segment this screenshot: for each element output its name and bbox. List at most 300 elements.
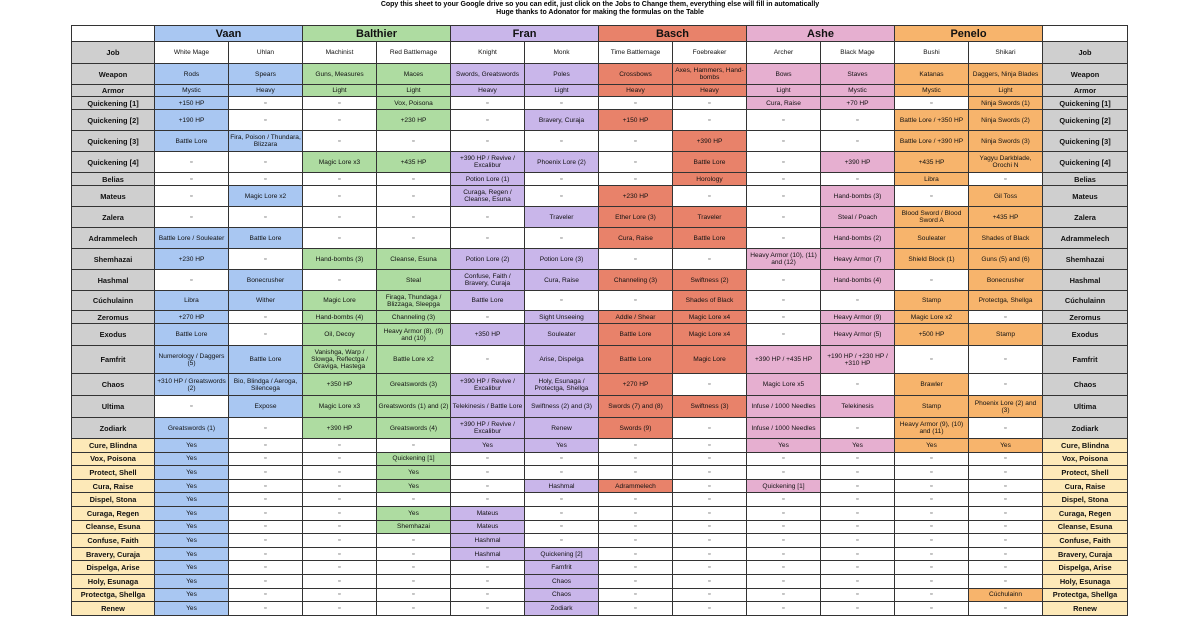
license-cell: ▫ [599, 131, 673, 152]
license-cell: ▫ [969, 374, 1043, 396]
license-cell: ▫ [303, 173, 377, 186]
spell-cell: Yes [155, 493, 229, 507]
job-selector[interactable]: Time Battlemage [599, 42, 673, 64]
spell-row [72, 547, 1128, 561]
row-label: Quickening [1] [72, 97, 155, 110]
spell-cell: ▫ [377, 588, 451, 602]
spell-cell: ▫ [821, 574, 895, 588]
spell-cell: ▫ [303, 547, 377, 561]
spell-cell: ▫ [969, 452, 1043, 466]
license-cell: ▫ [377, 228, 451, 249]
license-cell: ▫ [673, 186, 747, 207]
spell-cell: ▫ [303, 534, 377, 548]
license-cell: Poles [525, 64, 599, 85]
spell-cell: ▫ [969, 534, 1043, 548]
license-cell: ▫ [747, 270, 821, 291]
license-cell: Swiftness (2) and (3) [525, 396, 599, 418]
spell-cell: ▫ [673, 561, 747, 575]
spell-label: Protect, Shell [72, 466, 155, 480]
license-cell: Bravery, Curaja [525, 110, 599, 131]
job-selector[interactable]: Foebreaker [673, 42, 747, 64]
spell-cell: ▫ [229, 547, 303, 561]
spell-label: Dispelga, Arise [72, 561, 155, 575]
license-cell: Souleater [525, 324, 599, 346]
spell-row [72, 506, 1128, 520]
spell-cell: ▫ [599, 439, 673, 453]
license-cell: Holy, Esunaga / Protectga, Shellga [525, 374, 599, 396]
license-cell: Phoenix Lore (2) and (3) [969, 396, 1043, 418]
spell-cell: Yes [155, 506, 229, 520]
spell-label-right: Confuse, Faith [1043, 534, 1128, 548]
spell-cell: Quickening [2] [525, 547, 599, 561]
license-cell: ▫ [747, 324, 821, 346]
row-label: Ultima [72, 396, 155, 418]
license-cell: Potion Lore (1) [451, 173, 525, 186]
license-cell: ▫ [747, 228, 821, 249]
job-selector[interactable]: Uhlan [229, 42, 303, 64]
row-label: Zalera [72, 207, 155, 228]
spell-cell: ▫ [747, 452, 821, 466]
job-selector[interactable]: Knight [451, 42, 525, 64]
license-cell: Stamp [895, 291, 969, 311]
spell-cell: Cúchulainn [969, 588, 1043, 602]
job-selector[interactable]: White Mage [155, 42, 229, 64]
spell-cell: ▫ [673, 466, 747, 480]
spell-cell: Yes [895, 439, 969, 453]
spell-cell: Mateus [451, 506, 525, 520]
license-cell: ▫ [303, 228, 377, 249]
spell-cell: ▫ [599, 466, 673, 480]
license-cell: ▫ [155, 207, 229, 228]
spell-cell: Mateus [451, 520, 525, 534]
spell-cell: ▫ [895, 520, 969, 534]
license-cell: ▫ [451, 97, 525, 110]
instruction-line-1: Copy this sheet to your Google drive so you can edit, just click on the Jobs to Change them, everything else will fill in automatically [380, 1, 820, 8]
job-selector[interactable]: Archer [747, 42, 821, 64]
spell-cell: ▫ [969, 466, 1043, 480]
spell-cell: Yes [377, 506, 451, 520]
license-cell: Magic Lore x4 [673, 324, 747, 346]
spell-cell: Adrammelech [599, 479, 673, 493]
license-cell: ▫ [377, 131, 451, 152]
license-cell: Gil Toss [969, 186, 1043, 207]
license-cell: Telekinesis [821, 396, 895, 418]
spell-cell: ▫ [303, 466, 377, 480]
spell-label: Protectga, Shellga [72, 588, 155, 602]
license-cell: ▫ [747, 186, 821, 207]
spell-cell: ▫ [747, 466, 821, 480]
license-cell: ▫ [821, 110, 895, 131]
job-selector[interactable]: Shikari [969, 42, 1043, 64]
license-cell: Magic Lore x2 [895, 311, 969, 324]
spell-label: Vox, Poisona [72, 452, 155, 466]
spell-cell: ▫ [673, 520, 747, 534]
license-cell: Cura, Raise [525, 270, 599, 291]
license-cell: +270 HP [155, 311, 229, 324]
job-row [72, 42, 1128, 64]
spell-cell: ▫ [673, 602, 747, 616]
job-selector[interactable]: Machinist [303, 42, 377, 64]
license-cell: Magic Lore x5 [747, 374, 821, 396]
spell-cell: ▫ [747, 602, 821, 616]
spell-cell: Chaos [525, 588, 599, 602]
license-cell: Heavy Armor (9) [821, 311, 895, 324]
license-row [72, 291, 1128, 311]
license-cell: Battle Lore [155, 131, 229, 152]
spell-label-right: Dispelga, Arise [1043, 561, 1128, 575]
license-cell: Battle Lore / +350 HP [895, 110, 969, 131]
license-cell: ▫ [673, 374, 747, 396]
spell-cell: ▫ [969, 602, 1043, 616]
row-label: Cúchulainn [72, 291, 155, 311]
spell-label: Bravery, Curaja [72, 547, 155, 561]
license-cell: Light [377, 85, 451, 97]
license-cell: Infuse / 1000 Needles [747, 396, 821, 418]
spell-cell: Hashmal [451, 547, 525, 561]
spell-cell: ▫ [599, 574, 673, 588]
spell-cell: ▫ [451, 452, 525, 466]
license-row [72, 85, 1128, 97]
license-cell: Brawler [895, 374, 969, 396]
spell-row [72, 520, 1128, 534]
spell-cell: Yes [155, 520, 229, 534]
license-cell: Heavy Armor (8), (9) and (10) [377, 324, 451, 346]
license-row [72, 374, 1128, 396]
license-cell: +230 HP [377, 110, 451, 131]
spell-cell: ▫ [969, 493, 1043, 507]
license-cell: ▫ [229, 97, 303, 110]
license-row [72, 173, 1128, 186]
license-cell: ▫ [377, 207, 451, 228]
license-cell: Renew [525, 418, 599, 439]
row-label: Mateus [72, 186, 155, 207]
license-row [72, 131, 1128, 152]
spell-cell: ▫ [229, 588, 303, 602]
license-cell: Maces [377, 64, 451, 85]
license-cell: Bonecrusher [229, 270, 303, 291]
spell-cell: ▫ [747, 534, 821, 548]
spell-label: Confuse, Faith [72, 534, 155, 548]
license-cell: ▫ [155, 173, 229, 186]
license-cell: ▫ [969, 311, 1043, 324]
license-board-table [71, 25, 1128, 616]
license-cell: ▫ [747, 173, 821, 186]
row-label-right: Zeromus [1043, 311, 1128, 324]
license-cell: Hand-bombs (3) [821, 186, 895, 207]
spell-cell: ▫ [377, 439, 451, 453]
spell-cell: ▫ [229, 452, 303, 466]
spell-cell: Yes [155, 588, 229, 602]
spell-cell: ▫ [673, 588, 747, 602]
spell-cell: ▫ [303, 520, 377, 534]
row-label: Quickening [2] [72, 110, 155, 131]
license-cell: ▫ [451, 346, 525, 374]
spell-cell: ▫ [599, 547, 673, 561]
license-cell: ▫ [229, 173, 303, 186]
license-cell: Battle Lore [229, 346, 303, 374]
license-cell: Horology [673, 173, 747, 186]
license-row [72, 418, 1128, 439]
license-cell: Traveler [525, 207, 599, 228]
license-cell: Battle Lore x2 [377, 346, 451, 374]
spell-cell: ▫ [821, 506, 895, 520]
spell-row [72, 561, 1128, 575]
row-label-right: Zalera [1043, 207, 1128, 228]
license-cell: Battle Lore [451, 291, 525, 311]
license-cell: +390 HP / Revive / Excalibur [451, 152, 525, 173]
license-cell: ▫ [599, 173, 673, 186]
spell-cell: ▫ [303, 506, 377, 520]
row-label-right: Adrammelech [1043, 228, 1128, 249]
row-label: Shemhazai [72, 249, 155, 270]
license-cell: Arise, Dispelga [525, 346, 599, 374]
license-cell: Steal / Poach [821, 207, 895, 228]
table-body [72, 26, 1128, 616]
license-cell: ▫ [821, 291, 895, 311]
license-cell: ▫ [451, 207, 525, 228]
license-row [72, 396, 1128, 418]
spell-label: Curaga, Regen [72, 506, 155, 520]
license-cell: ▫ [525, 291, 599, 311]
spell-cell: ▫ [525, 506, 599, 520]
character-name-penelo: Penelo [895, 26, 1043, 42]
spell-cell: ▫ [895, 547, 969, 561]
row-label-right: Ultima [1043, 396, 1128, 418]
license-cell: Light [747, 85, 821, 97]
row-label-right: Exodus [1043, 324, 1128, 346]
license-cell: Sight Unseeing [525, 311, 599, 324]
spell-cell: ▫ [377, 493, 451, 507]
license-cell: ▫ [451, 228, 525, 249]
row-label: Armor [72, 85, 155, 97]
license-cell: Swords, Greatswords [451, 64, 525, 85]
row-label: Quickening [3] [72, 131, 155, 152]
row-label-right: Chaos [1043, 374, 1128, 396]
spell-label-right: Cure, Blindna [1043, 439, 1128, 453]
license-cell: Rods [155, 64, 229, 85]
spell-row [72, 452, 1128, 466]
row-label: Exodus [72, 324, 155, 346]
license-cell: ▫ [821, 131, 895, 152]
license-cell: Light [525, 85, 599, 97]
job-selector[interactable]: Monk [525, 42, 599, 64]
license-cell: ▫ [229, 311, 303, 324]
license-cell: ▫ [747, 131, 821, 152]
spell-cell: ▫ [377, 561, 451, 575]
license-cell: Magic Lore x3 [303, 396, 377, 418]
license-cell: +70 HP [821, 97, 895, 110]
spell-cell: ▫ [451, 466, 525, 480]
license-cell: Wither [229, 291, 303, 311]
row-label-job-right: Job [1043, 42, 1128, 64]
license-cell: Oil, Decoy [303, 324, 377, 346]
character-header-row [72, 26, 1128, 42]
spell-label-right: Vox, Poisona [1043, 452, 1128, 466]
row-label-right: Quickening [4] [1043, 152, 1128, 173]
license-cell: ▫ [525, 97, 599, 110]
license-cell: ▫ [747, 110, 821, 131]
spell-cell: ▫ [747, 506, 821, 520]
license-cell: ▫ [673, 249, 747, 270]
spell-cell: ▫ [895, 602, 969, 616]
spell-cell: ▫ [969, 506, 1043, 520]
license-cell: ▫ [969, 173, 1043, 186]
spell-label-right: Cura, Raise [1043, 479, 1128, 493]
license-cell: Confuse, Faith / Bravery, Curaja [451, 270, 525, 291]
license-cell: +350 HP [303, 374, 377, 396]
license-cell: Cura, Raise [747, 97, 821, 110]
license-cell: Hand-bombs (3) [303, 249, 377, 270]
spell-cell: ▫ [895, 493, 969, 507]
spell-cell: ▫ [451, 588, 525, 602]
spell-cell: ▫ [895, 534, 969, 548]
spell-cell: ▫ [303, 561, 377, 575]
license-cell: ▫ [377, 186, 451, 207]
spell-cell: ▫ [303, 479, 377, 493]
row-label: Quickening [4] [72, 152, 155, 173]
job-selector[interactable]: Black Mage [821, 42, 895, 64]
license-cell: ▫ [599, 249, 673, 270]
spell-cell: ▫ [969, 561, 1043, 575]
spell-cell: ▫ [229, 602, 303, 616]
spell-cell: ▫ [229, 561, 303, 575]
job-selector[interactable]: Red Battlemage [377, 42, 451, 64]
license-cell: Battle Lore [155, 324, 229, 346]
license-cell: ▫ [229, 418, 303, 439]
spell-row [72, 574, 1128, 588]
license-cell: ▫ [673, 110, 747, 131]
row-label: Famfrit [72, 346, 155, 374]
license-cell: Telekinesis / Battle Lore [451, 396, 525, 418]
spell-cell: ▫ [673, 479, 747, 493]
spell-cell: Yes [155, 534, 229, 548]
license-cell: Battle Lore [673, 228, 747, 249]
spell-cell: ▫ [821, 561, 895, 575]
license-cell: ▫ [303, 186, 377, 207]
license-cell: ▫ [155, 396, 229, 418]
spell-label-right: Bravery, Curaja [1043, 547, 1128, 561]
license-cell: ▫ [303, 131, 377, 152]
spell-cell: Famfrit [525, 561, 599, 575]
license-cell: +190 HP / +230 HP / +310 HP [821, 346, 895, 374]
license-cell: ▫ [155, 270, 229, 291]
license-cell: Magic Lore [673, 346, 747, 374]
spell-cell: ▫ [895, 588, 969, 602]
spell-cell: Chaos [525, 574, 599, 588]
row-label: Hashmal [72, 270, 155, 291]
spell-cell: ▫ [525, 534, 599, 548]
spell-cell: ▫ [821, 547, 895, 561]
spell-cell: ▫ [303, 452, 377, 466]
license-cell: ▫ [451, 110, 525, 131]
license-cell: ▫ [969, 346, 1043, 374]
license-cell: Battle Lore [599, 346, 673, 374]
license-cell: Bio, Blindga / Aeroga, Silencega [229, 374, 303, 396]
row-label-right: Shemhazai [1043, 249, 1128, 270]
license-cell: Heavy Armor (7) [821, 249, 895, 270]
spell-label-right: Dispel, Stona [1043, 493, 1128, 507]
spell-cell: Zodiark [525, 602, 599, 616]
license-cell: ▫ [895, 97, 969, 110]
license-cell: Magic Lore [303, 291, 377, 311]
spell-cell: ▫ [525, 466, 599, 480]
spell-label-right: Curaga, Regen [1043, 506, 1128, 520]
spell-row [72, 466, 1128, 480]
spell-cell: ▫ [747, 574, 821, 588]
spell-cell: ▫ [229, 574, 303, 588]
spell-cell: Yes [155, 547, 229, 561]
license-cell: Daggers, Ninja Blades [969, 64, 1043, 85]
license-cell: ▫ [229, 152, 303, 173]
license-cell: +390 HP / Revive / Excalibur [451, 418, 525, 439]
license-cell: Battle Lore / +390 HP [895, 131, 969, 152]
job-selector[interactable]: Bushi [895, 42, 969, 64]
license-cell: ▫ [747, 207, 821, 228]
license-cell: ▫ [525, 186, 599, 207]
row-label-right: Quickening [1] [1043, 97, 1128, 110]
license-cell: Crossbows [599, 64, 673, 85]
spell-cell: ▫ [229, 479, 303, 493]
spell-cell: Yes [821, 439, 895, 453]
license-cell: Light [969, 85, 1043, 97]
spell-label-right: Holy, Esunaga [1043, 574, 1128, 588]
spell-cell: ▫ [525, 520, 599, 534]
license-cell: ▫ [895, 186, 969, 207]
license-cell: Battle Lore [229, 228, 303, 249]
license-cell: Traveler [673, 207, 747, 228]
license-cell: Mystic [895, 85, 969, 97]
spell-cell: ▫ [821, 602, 895, 616]
spell-cell: ▫ [895, 561, 969, 575]
license-cell: +390 HP [303, 418, 377, 439]
corner-cell [72, 26, 155, 42]
license-cell: +435 HP [969, 207, 1043, 228]
row-label-job: Job [72, 42, 155, 64]
license-cell: ▫ [303, 110, 377, 131]
spell-cell: ▫ [229, 534, 303, 548]
license-cell: Greatswords (4) [377, 418, 451, 439]
spell-cell: Yes [155, 479, 229, 493]
license-cell: Battle Lore [599, 324, 673, 346]
license-cell: Bonecrusher [969, 270, 1043, 291]
spell-cell: ▫ [895, 574, 969, 588]
license-cell: +150 HP [599, 110, 673, 131]
license-cell: ▫ [599, 152, 673, 173]
license-cell: Swords (9) [599, 418, 673, 439]
spell-cell: ▫ [303, 574, 377, 588]
spell-cell: ▫ [599, 506, 673, 520]
spell-cell: ▫ [599, 520, 673, 534]
license-cell: ▫ [673, 97, 747, 110]
spell-cell: Yes [377, 466, 451, 480]
license-row [72, 152, 1128, 173]
row-label-right: Hashmal [1043, 270, 1128, 291]
license-cell: +435 HP [895, 152, 969, 173]
spell-label-right: Cleanse, Esuna [1043, 520, 1128, 534]
license-cell: Magic Lore x2 [229, 186, 303, 207]
license-cell: +190 HP [155, 110, 229, 131]
row-label-right: Cúchulainn [1043, 291, 1128, 311]
license-cell: Spears [229, 64, 303, 85]
spell-cell: Yes [155, 561, 229, 575]
row-label: Belias [72, 173, 155, 186]
row-label-right: Quickening [3] [1043, 131, 1128, 152]
license-cell: Stamp [895, 396, 969, 418]
spell-cell: ▫ [821, 493, 895, 507]
license-cell: ▫ [229, 110, 303, 131]
spell-cell: ▫ [451, 479, 525, 493]
spell-cell: Yes [155, 602, 229, 616]
